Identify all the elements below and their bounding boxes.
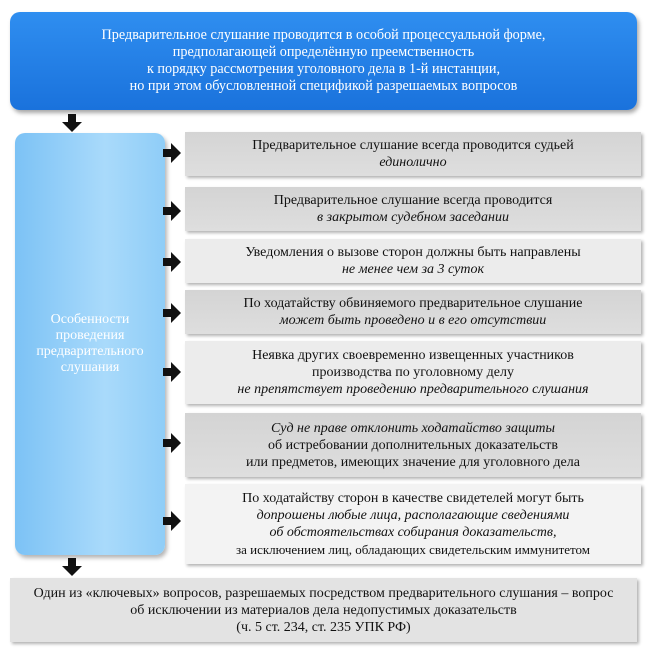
feature-item-7 xyxy=(185,484,641,564)
feature-5-text-1: Неявка других своевременно извещенных участников xyxy=(252,348,574,363)
right-arrow-3-icon xyxy=(163,252,181,272)
bottom-line-1: Один из «ключевых» вопросов, разрешаемых посредством предварительного слушания – вопрос xyxy=(33,585,614,601)
feature-item-5 xyxy=(185,341,641,404)
feature-1-emphasis: единолично xyxy=(379,155,447,170)
top-statement-box xyxy=(10,12,637,110)
top-line-1: Предварительное слушание проводится в особой процессуальной форме, xyxy=(101,27,546,43)
right-arrow-4-icon xyxy=(163,303,181,323)
feature-1-text: Предварительное слушание всегда проводится судьей xyxy=(252,138,574,153)
features-side-box xyxy=(15,133,165,555)
feature-7-emphasis-1: допрошены любые лица, располагающие сведениями xyxy=(256,508,570,523)
feature-6-emphasis: Суд не праве отклонить ходатайство защиты xyxy=(270,420,556,436)
bottom-line-3: (ч. 5 ст. 234, ст. 235 УПК РФ) xyxy=(236,619,411,635)
right-arrow-2-icon xyxy=(163,201,181,221)
feature-3-emphasis: не менее чем за 3 суток xyxy=(341,262,485,277)
right-arrow-5-icon xyxy=(163,362,181,382)
side-line-4: слушания xyxy=(60,360,120,375)
feature-6-text-1: об истребовании дополнительных доказательств xyxy=(267,437,559,453)
feature-2-text: Предварительное слушание всегда проводится xyxy=(273,193,553,208)
feature-7-text-2: за исключением лиц, обладающих свидетельским иммунитетом xyxy=(235,542,591,557)
right-arrow-7-icon xyxy=(163,511,181,531)
feature-item-2 xyxy=(185,187,641,231)
feature-5-emphasis: не препятствует проведению предварительного слушания xyxy=(237,382,589,397)
top-line-3: к порядку рассмотрения уголовного дела в 1-й инстанции, xyxy=(146,61,501,77)
feature-2-emphasis: в закрытом судебном заседании xyxy=(317,210,509,225)
feature-item-3 xyxy=(185,239,641,283)
down-arrow-top-icon xyxy=(62,114,82,132)
feature-6-text-2: или предметов, имеющих значение для уголовного дела xyxy=(246,454,580,470)
feature-item-1 xyxy=(185,132,641,176)
side-line-1: Особенности xyxy=(50,312,130,327)
bottom-line-2: об исключении из материалов дела недопустимых доказательств xyxy=(130,602,517,618)
feature-item-4 xyxy=(185,290,641,334)
feature-3-text: Уведомления о вызове сторон должны быть направлены xyxy=(245,245,581,260)
bottom-conclusion-box xyxy=(10,578,637,642)
right-arrow-6-icon xyxy=(163,433,181,453)
feature-4-emphasis: может быть проведено и в его отсутствии xyxy=(279,313,547,328)
feature-4-text: По ходатайству обвиняемого предварительное слушание xyxy=(243,296,583,311)
top-line-2: предполагающей определённую преемственность xyxy=(172,44,475,60)
feature-5-text-2: производства по уголовному делу xyxy=(312,365,514,380)
side-line-3: предварительного xyxy=(36,344,144,359)
down-arrow-bottom-icon xyxy=(62,558,82,576)
right-arrow-1-icon xyxy=(163,143,181,163)
side-line-2: проведения xyxy=(55,328,125,343)
feature-7-text-1: По ходатайству сторон в качестве свидетелей могут быть xyxy=(242,491,584,506)
top-line-4: но при этом обусловленной спецификой разрешаемых вопросов xyxy=(129,78,518,94)
feature-item-6 xyxy=(185,413,641,477)
feature-7-emphasis-2: об обстоятельствах собирания доказательств, xyxy=(269,525,557,540)
